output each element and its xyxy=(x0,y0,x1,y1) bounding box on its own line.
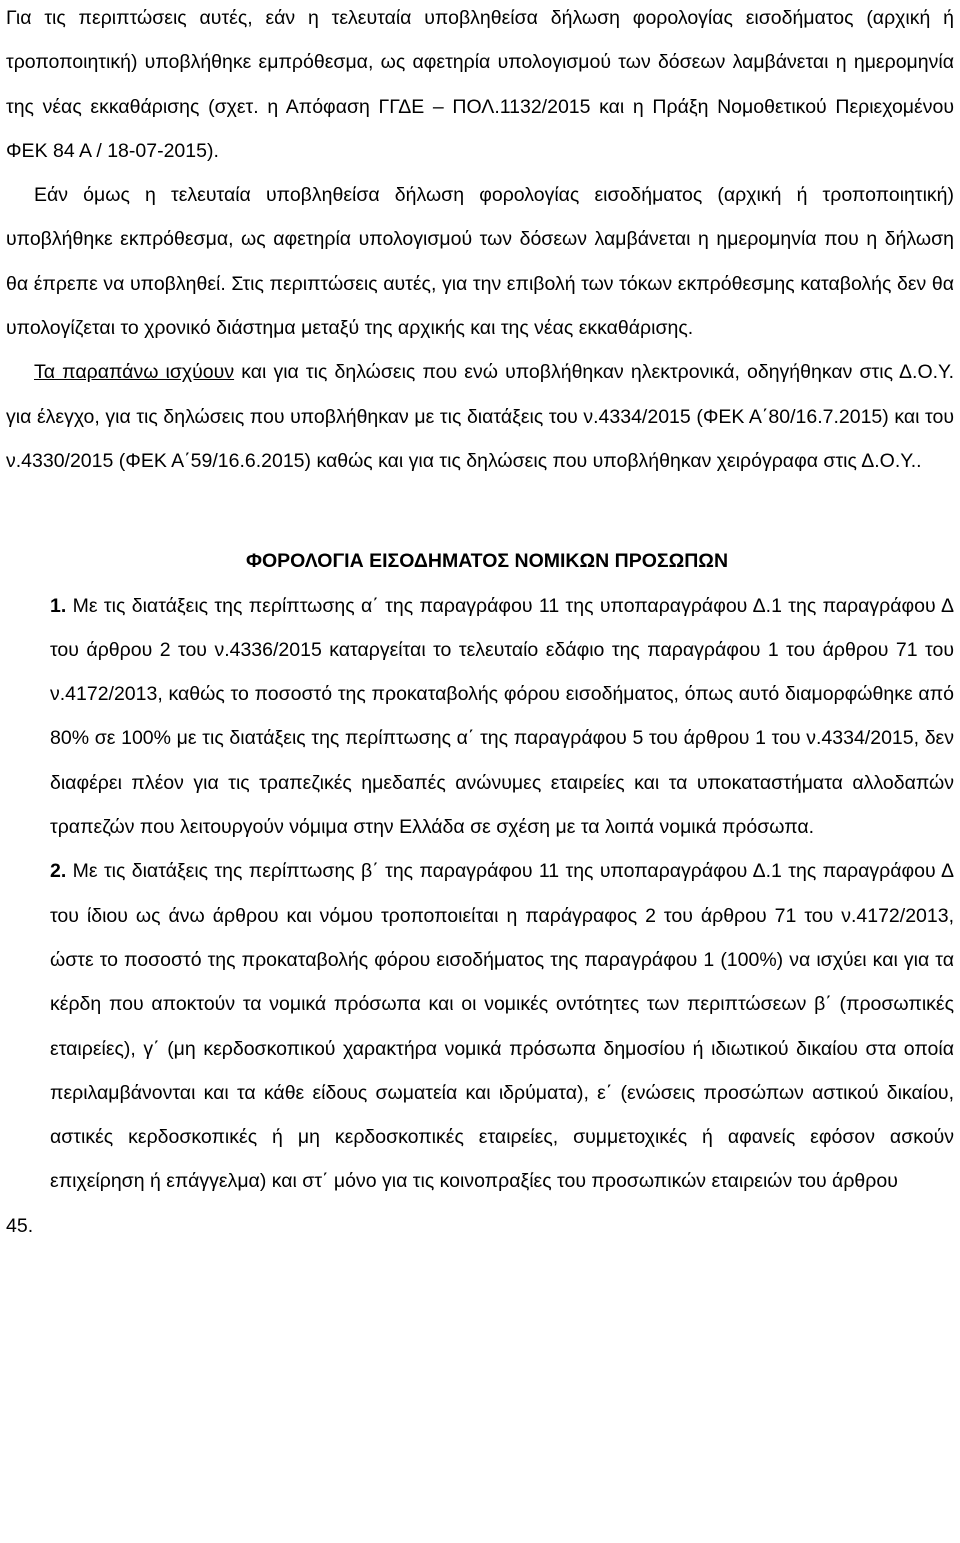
document-page xyxy=(6,0,954,1248)
item-number: 2. xyxy=(50,860,67,883)
numbered-item-2 xyxy=(6,849,954,1203)
item-text: Με τις διατάξεις της περίπτωσης β΄ της παραγράφου 11 της υποπαραγράφου Δ.1 της παραγράφου Δ του ίδιου ως άνω άρθρου και νόμου τροποποιείται η παράγραφος 2 του άρθρου 71 του ν.4172/2013, ώστε το ποσοστό της προκαταβολής φόρου εισοδήματος της παραγράφου 1 (100%) να ισχύει και για τα κέρδη που αποκτούν τα νομικά πρόσωπα και οι νομικές οντότητες των περιπτώσεων β΄ (προσωπικές εταιρείες), γ΄ (μη κερδοσκοπικού χαρακτήρα νομικά πρόσωπα δημοσίου ή ιδιωτικού δικαίου στα οποία περιλαμβάνονται και τα κάθε είδους σωματεία και ιδρύματα), ε΄ (ενώσεις προσώπων αστικού δικαίου, αστικές κερδοσκοπικές ή μη κερδοσκοπικές εταιρείες, συμμετοχικές ή αφανείς εφόσον ασκούν επιχείρηση ή επάγγελμα) και στ΄ μόνο για τις κοινοπραξίες του προσωπικών εταιρειών του άρθρου xyxy=(50,860,954,1193)
numbered-item-1 xyxy=(6,584,954,850)
underlined-phrase: Τα παραπάνω ισχύουν xyxy=(34,361,235,384)
applicability-text: και για τις δηλώσεις που ενώ υποβλήθηκαν ηλεκτρονικά, οδηγήθηκαν στις Δ.Ο.Υ. για έλεγχο, για τις δηλώσεις που υποβλήθηκαν με τις διατάξεις του ν.4334/2015 (ΦΕΚ Α΄80/16.7.2015) και του ν.4330/2015 (ΦΕΚ Α΄59/16.6.2015) καθώς και για τις δηλώσεις που υποβλήθηκαν χειρόγραφα στις Δ.Ο.Υ.. xyxy=(6,361,954,472)
paragraph-new-assessment: Για τις περιπτώσεις αυτές, εάν η τελευταία υποβληθείσα δήλωση φορολογίας εισοδήματος (αρχική ή τροποποιητική) υποβλήθηκε εμπρόθεσμα, ως αφετηρία υπολογισμού των δόσεων λαμβάνεται η ημερομηνία της νέας εκκαθάρισης (σχετ. η Απόφαση ΓΓΔΕ – ΠΟΛ.1132/2015 και η Πράξη Νομοθετικού Περιεχομένου ΦΕΚ 84 Α / 18-07-2015). xyxy=(6,7,954,162)
item-text: Με τις διατάξεις της περίπτωσης α΄ της παραγράφου 11 της υποπαραγράφου Δ.1 της παραγράφου Δ του άρθρου 2 του ν.4336/2015 καταργείται το τελευταίο εδάφιο της παραγράφου 1 του άρθρου 71 του ν.4172/2013, καθώς το ποσοστό της προκαταβολής φόρου εισοδήματος, όπως αυτό διαμορφώθηκε από 80% σε 100% με τις διατάξεις της περίπτωσης α΄ της παραγράφου 5 του άρθρου 1 του ν.4334/2015, δεν διαφέρει πλέον για τις τραπεζικές ημεδαπές ανώνυμες εταιρείες και τα υποκαταστήματα αλλοδαπών τραπεζών που λειτουργούν νόμιμα στην Ελλάδα σε σχέση με τα λοιπά νομικά πρόσωπα. xyxy=(50,594,954,839)
item-number: 1. xyxy=(50,594,67,617)
paragraph-late-filing: Εάν όμως η τελευταία υποβληθείσα δήλωση φορολογίας εισοδήματος (αρχική ή τροποποιητική) υποβλήθηκε εκπρόθεσμα, ως αφετηρία υπολογισμού των δόσεων λαμβάνεται η ημερομηνία που η δήλωση θα έπρεπε να υποβληθεί. Στις περιπτώσεις αυτές, για την επιβολή των τόκων εκπρόθεσμης καταβολής δεν θα υπολογίζεται το χρονικό διάστημα μεταξύ της αρχικής και της νέας εκκαθάρισης. xyxy=(6,184,954,340)
page-continuation: 45. xyxy=(6,1214,34,1237)
section-heading: ΦΟΡΟΛΟΓΙΑ ΕΙΣΟΔΗΜΑΤΟΣ ΝΟΜΙΚΩΝ ΠΡΟΣΩΠΩΝ xyxy=(245,550,729,573)
paragraph-applicability xyxy=(6,350,954,483)
section-gap xyxy=(6,483,954,539)
